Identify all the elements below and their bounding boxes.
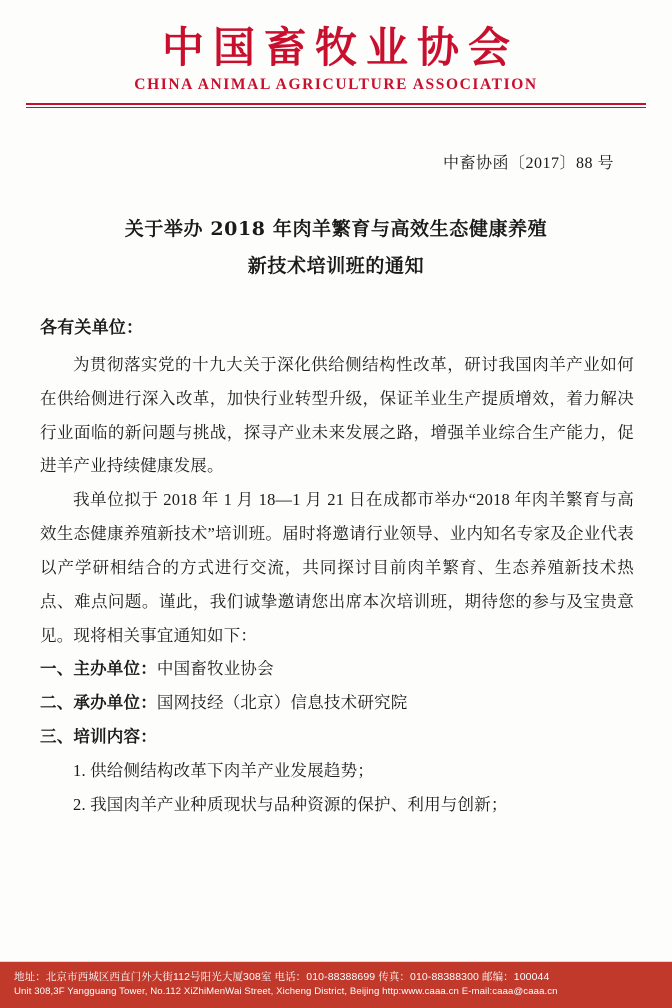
letterhead-rule-thick <box>26 103 646 105</box>
letterhead-rules <box>0 103 672 108</box>
list-item-label: 三、培训内容： <box>40 726 157 746</box>
list-item <box>40 652 634 686</box>
document-body <box>0 311 672 821</box>
footer-address-chinese: 地址：北京市西城区西直门外大街112号阳光大厦308室 电话：010-88388699 传真：010-88388300 邮编：100044 <box>14 971 550 983</box>
footer-address-english: Unit 308,3F Yangguang Tower, No.112 XiZhiMenWai Street, Xicheng District, Beijing http:www.caaa.cn E-mail:caaa@caaa.cn <box>14 986 558 998</box>
list-item-label: 一、主办单位： <box>40 659 157 679</box>
page-title <box>0 211 672 285</box>
body-paragraph-2: 我单位拟于 2018 年 1 月 18—1 月 21 日在成都市举办“2018 年肉羊繁育与高效生态健康养殖新技术”培训班。届时将邀请行业领导、业内知名专家及企业代表以产学研相结合的方式进行交流，共同探讨目前肉羊繁育、生态养殖新技术热点、难点问题。谨此，我们诚挚邀请您出席本次培训班，期待您的参与及宝贵意见。现将相关事宜通知如下： <box>40 490 634 645</box>
organization-name-chinese: 中国畜牧业协会 <box>161 23 519 72</box>
letterhead <box>0 0 672 108</box>
list-item-label: 二、承办单位： <box>40 693 157 713</box>
list-item <box>40 720 634 754</box>
list-item <box>40 686 634 720</box>
letterhead-rule-thin <box>26 107 646 108</box>
list-item-value: 国网技经（北京）信息技术研究院 <box>156 693 408 713</box>
document-number: 中畜协函〔2017〕88 号 <box>442 155 614 173</box>
salutation: 各有关单位： <box>40 318 144 339</box>
sub-list-item: 1. 供给侧结构改革下肉羊产业发展趋势； <box>73 760 374 780</box>
sub-list-item: 2. 我国肉羊产业种质现状与品种资源的保护、利用与创新； <box>73 794 508 814</box>
footer-contact-band <box>0 962 672 1008</box>
page-title-line-1: 关于举办 2018 年肉羊繁育与高效生态健康养殖 <box>124 218 548 241</box>
body-paragraph-1: 为贯彻落实党的十九大关于深化供给侧结构性改革，研讨我国肉羊产业如何在供给侧进行深入改革，加快行业转型升级，保证羊业生产提质增效，着力解决行业面临的新问题与挑战，探寻产业未来发展之路，增强羊业综合生产能力，促进羊产业持续健康发展。 <box>40 355 634 476</box>
organization-name-english: CHINA ANIMAL AGRICULTURE ASSOCIATION <box>134 76 538 94</box>
page-title-line-2: 新技术培训班的通知 <box>247 255 425 278</box>
list-item-value: 中国畜牧业协会 <box>156 659 274 679</box>
